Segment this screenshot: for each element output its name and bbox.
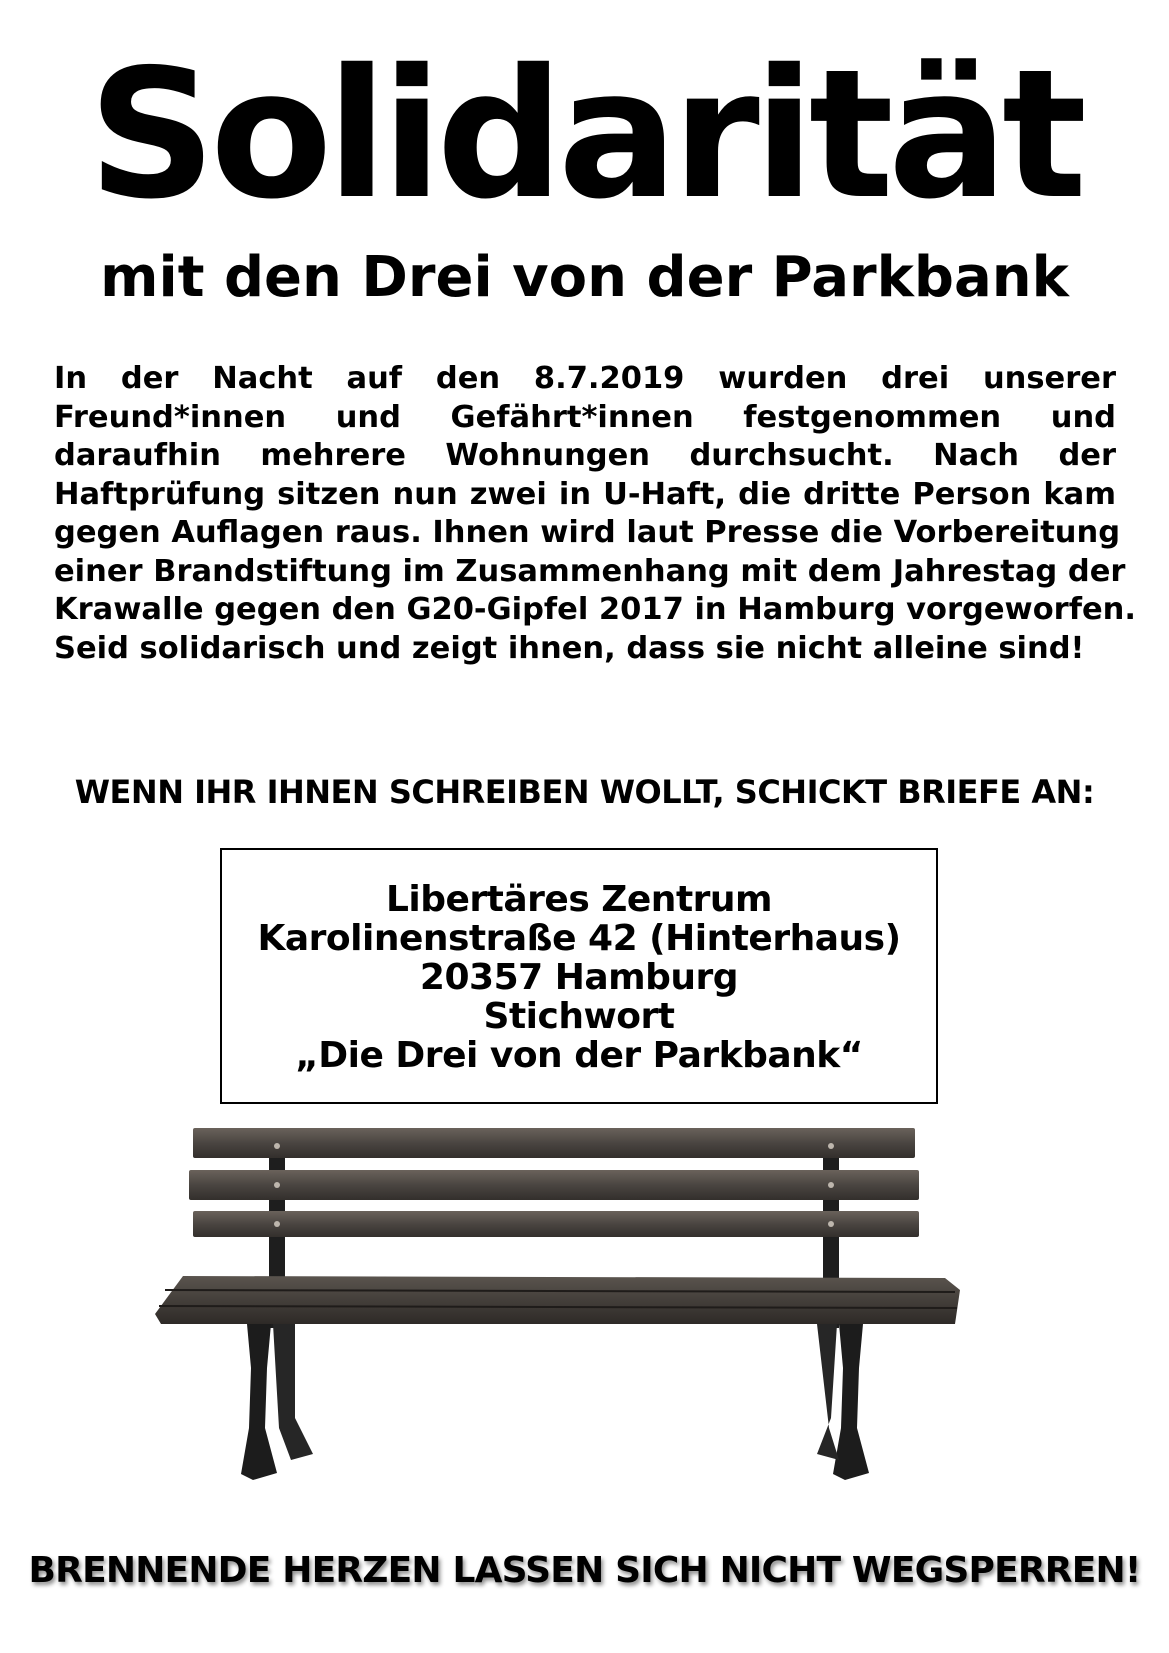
address-keyword-label: Stichwort	[483, 996, 675, 1037]
address-street: Karolinenstraße 42 (Hinterhaus)	[257, 918, 901, 959]
bench-back-slat	[193, 1211, 919, 1237]
slogan: BRENNENDE HERZEN LASSEN SICH NICHT WEGSPERREN!	[28, 1550, 1141, 1591]
body-line: Seid solidarisch und zeigt ihnen, dass sie nicht alleine sind!	[54, 630, 1085, 666]
bench-back-slat	[189, 1170, 919, 1200]
body-line: einer Brandstiftung im Zusammenhang mit dem Jahrestag der	[54, 553, 1126, 589]
bench-leg-left-rear	[273, 1324, 313, 1460]
letter-callout: WENN IHR IHNEN SCHREIBEN WOLLT, SCHICKT BRIEFE AN:	[74, 773, 1095, 811]
body-line: In der Nacht auf den 8.7.2019 wurden drei unserer	[54, 361, 1116, 396]
headline: Solidarität	[87, 31, 1082, 238]
address-box	[220, 848, 938, 1104]
address-name: Libertäres Zentrum	[385, 879, 773, 920]
bench-leg-right-rear	[817, 1324, 839, 1460]
park-bench-illustration	[155, 1128, 1015, 1498]
body-line: gegen Auflagen raus. Ihnen wird laut Presse die Vorbereitung	[54, 515, 1121, 550]
body-line: daraufhin mehrere Wohnungen durchsucht. Nach der	[54, 438, 1116, 473]
body-paragraph	[54, 360, 1136, 668]
address-keyword: „Die Drei von der Parkbank“	[295, 1035, 863, 1076]
subheadline: mit den Drei von der Parkbank	[100, 245, 1069, 310]
body-line: Krawalle gegen den G20-Gipfel 2017 in Hamburg vorgeworfen.	[54, 592, 1136, 627]
bench-back-slat	[193, 1128, 915, 1158]
body-line: Freund*innen und Gefährt*innen festgenommen und	[54, 399, 1116, 435]
bench-leg-right	[833, 1324, 869, 1480]
address-city: 20357 Hamburg	[419, 957, 739, 998]
bench-leg-left	[241, 1324, 277, 1480]
body-line: Haftprüfung sitzen nun zwei in U-Haft, die dritte Person kam	[54, 476, 1116, 512]
bench-seat	[155, 1276, 960, 1324]
